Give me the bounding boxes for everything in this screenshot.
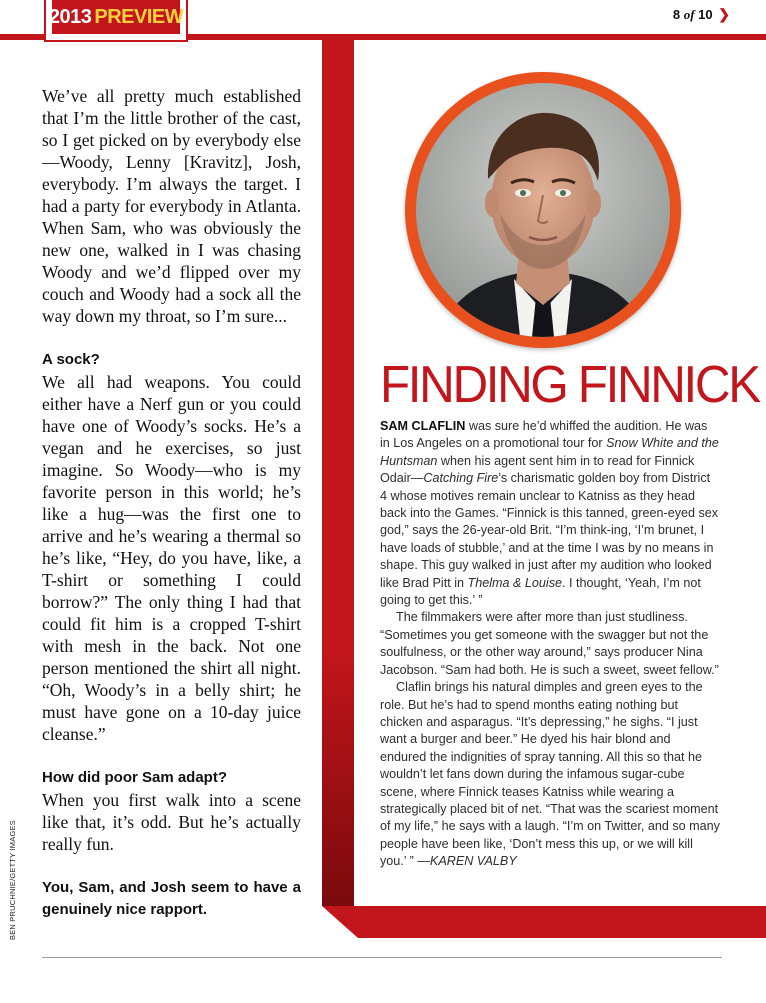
p1-text-d: . I thought, ‘Yeah, I’m not going to get this.’ ” <box>380 575 701 608</box>
article-paragraph-2: The filmmakers were after more than just studliness. “Sometimes you get someone with the swagger but not the soulfulness, or the other way around,” says producer Nina Jacobson. “Sam had both. He is such a sweet, sweet fellow.” <box>380 610 719 677</box>
p1-text-b: when his agent sent him in to read for Finnick Odair— <box>380 453 695 486</box>
page-total: 10 <box>698 7 713 22</box>
section-year: 2013 <box>48 5 92 28</box>
page-current: 8 <box>672 7 681 22</box>
page-of: of <box>683 7 695 22</box>
answer-1: We’ve all pretty much established that I’m the little brother of the cast, so I get picked on by everybody else—Woody, Lenny [Kravitz], Josh, everybody. I’m always the target. I had a party for everybody in Atlanta. When Sam, who was obviously the new one, walked in I was chasing Woody and we’d flipped over my couch and Woody had a sock all the way down my throat, so I’m sure... <box>42 86 301 326</box>
footer-rule <box>42 957 722 958</box>
answer-3: When you first walk into a scene like that, it’s odd. But he’s actually really fun. <box>42 790 301 854</box>
section-tab <box>44 0 188 42</box>
film-title: Snow White and the Huntsman <box>380 436 719 468</box>
portrait-photo <box>416 83 670 337</box>
article-paragraph-1 <box>380 418 720 609</box>
question-2: A sock? <box>42 351 100 368</box>
p1-text-c: ’s charismatic golden boy from District 4 whose motives remain unclear to Katniss as they head back into the Games. “Finnick is this tanned, green-eyed sex god,” says the 26-year-old Brit. “I’m think-ing, ‘I’m brunet, I have loads of stubble,’ and at the time I was by no means in shape. This guy walked in just after my audition who looked like Brad Pitt in <box>380 471 719 590</box>
page-indicator <box>640 6 730 26</box>
p3-text: Claflin brings his natural dimples and green eyes to the role. But he’s had to spend months eating nothing but chicken and asparagus. “It’s depressing,” he sighs. “I just want a burger and beer.” He dyed his hair blond and endured the indignities of spray tanning. All this so that he wouldn’t let fans down during the infamous sugar-cube scene, where Finnick teases Katniss while wearing a strategically placed bit of net. “That was the scariest moment of my life,” he says with a laugh. “I’m on Twitter, and so many people have been like, ‘Don’t mess this up, or we will kill you.’ ” <box>380 680 720 869</box>
chevron-right-icon[interactable]: ❯ <box>718 6 730 22</box>
section-word: PREVIEW <box>94 5 184 28</box>
p1-text-a: was sure he’d whiffed the audition. He was in Los Angeles on a promotional tour for <box>380 419 708 451</box>
question-3: How did poor Sam adapt? <box>42 769 228 786</box>
lead-name: SAM CLAFLIN <box>380 419 466 433</box>
article-paragraph-3 <box>380 679 720 870</box>
red-divider-bar <box>322 40 354 906</box>
red-bottom-band <box>322 906 766 938</box>
question-4: You, Sam, and Josh seem to have a genuinely nice rapport. <box>42 879 301 918</box>
interview-column <box>42 85 301 921</box>
portrait-frame <box>405 72 681 348</box>
film-title: Catching Fire <box>423 471 499 486</box>
article-body <box>380 418 720 871</box>
byline: —KAREN VALBY <box>417 854 517 869</box>
answer-2: We all had weapons. You could either have a Nerf gun or you could have one of Woody’s socks. He’s a vegan and he exercises, so just imagine. So Woody—who is my favorite person in this world; he’s like a hug—was the first one to arrive and he’s wearing a thermal so he’s like, “Hey, do you have, like, a T-shirt or something I could borrow?” The only thing I had that could fit him is a cropped T-shirt with mesh in the back. Not one person mentioned the shirt all night. “Oh, Woody’s in a belly shirt; he must have gone on a 10-day juice cleanse.” <box>42 372 301 744</box>
film-title: Thelma & Louise <box>467 575 563 590</box>
photo-credit: BEN PRUCHNIE/GETTY IMAGES <box>8 820 17 940</box>
article-headline: FINDING FINNICK <box>380 356 759 414</box>
